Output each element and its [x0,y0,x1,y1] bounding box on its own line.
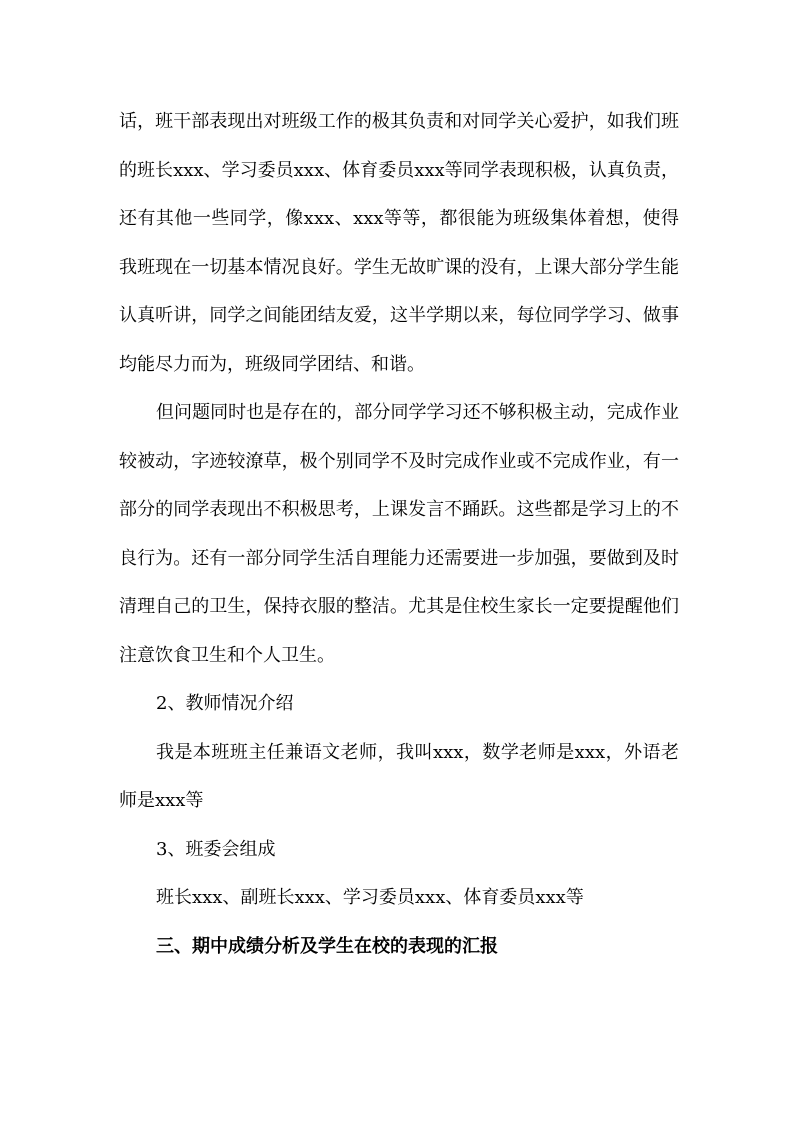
document-body [119,98,679,971]
section-heading-midterm: 三、期中成绩分析及学生在校的表现的汇报 [156,935,498,957]
paragraph-problems: 但问题同时也是存在的，部分同学学习还不够积极主动，完成作业较被动，字迹较潦草，极个别同学不及时完成作业或不完成作业，有一部分的同学表现出不积极思考，上课发言不踊跃。这些都是学习上的不良行为。还有一部分同学生活自理能力还需要进一步加强，要做到及时清理自己的卫生，保持衣服的整洁。尤其是住校生家长一定要提醒他们注意饮食卫生和个人卫生。 [119,402,679,666]
section-class-committee: 3、班委会组成 [156,838,276,860]
paragraph-class-committee: 班长xxx、副班长xxx、学习委员xxx、体育委员xxx等 [156,887,584,908]
section-teacher-intro: 2、教师情况介绍 [156,693,294,714]
paragraph-teacher-intro: 我是本班班主任兼语文老师，我叫xxx，数学老师是xxx，外语老师是xxx等 [119,741,679,811]
paragraph-class-overview: 话，班干部表现出对班级工作的极其负责和对同学关心爱护，如我们班的班长xxx、学习委员xxx、体育委员xxx等同学表现积极，认真负责，还有其他一些同学，像xxx、xxx等等，都很能为班级集体着想，使得我班现在一切基本情况良好。学生无故旷课的没有，上课大部分学生能认真听讲，同学之间能团结友爱，这半学期以来，每位同学学习、做事均能尽力而为，班级同学团结、和谐。 [119,111,679,375]
